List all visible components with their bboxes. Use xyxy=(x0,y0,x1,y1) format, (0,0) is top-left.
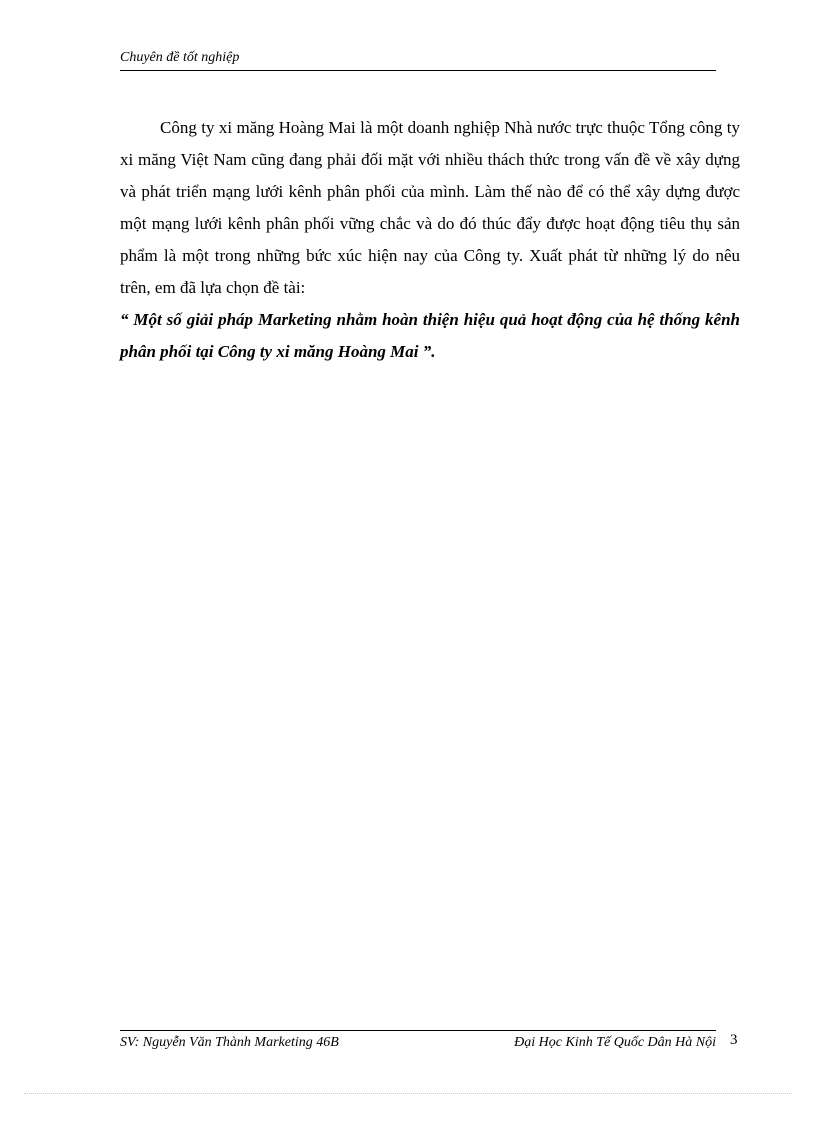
page-bottom-divider xyxy=(24,1093,792,1094)
document-body xyxy=(120,112,740,368)
page-number: 3 xyxy=(730,1032,738,1048)
page-footer xyxy=(120,1030,716,1053)
header-title: Chuyên đề tốt nghiệp xyxy=(120,50,240,65)
intro-paragraph: Công ty xi măng Hoàng Mai là một doanh nghiệp Nhà nước trực thuộc Tổng công ty xi măng Việt Nam cũng đang phải đối mặt với nhiều thách thức trong vấn đề về xây dựng và phát triển mạng lưới kênh phân phối của mình. Làm thế nào để có thể xây dựng được một mạng lưới kênh phân phối vững chắc và do đó thúc đẩy được hoạt động tiêu thụ sản phẩm là một trong những bức xúc hiện nay của Công ty. Xuất phát từ những lý do nêu trên, em đã lựa chọn đề tài: xyxy=(120,118,740,297)
page-header xyxy=(120,50,716,71)
footer-university: Đại Học Kinh Tế Quốc Dân Hà Nội xyxy=(514,1035,716,1050)
thesis-topic-title: “ Một số giải pháp Marketing nhằm hoàn thiện hiệu quả hoạt động của hệ thống kênh phân phối tại Công ty xi măng Hoàng Mai ”. xyxy=(120,310,740,361)
footer-student-info: SV: Nguyễn Văn Thành Marketing 46B xyxy=(120,1035,339,1050)
